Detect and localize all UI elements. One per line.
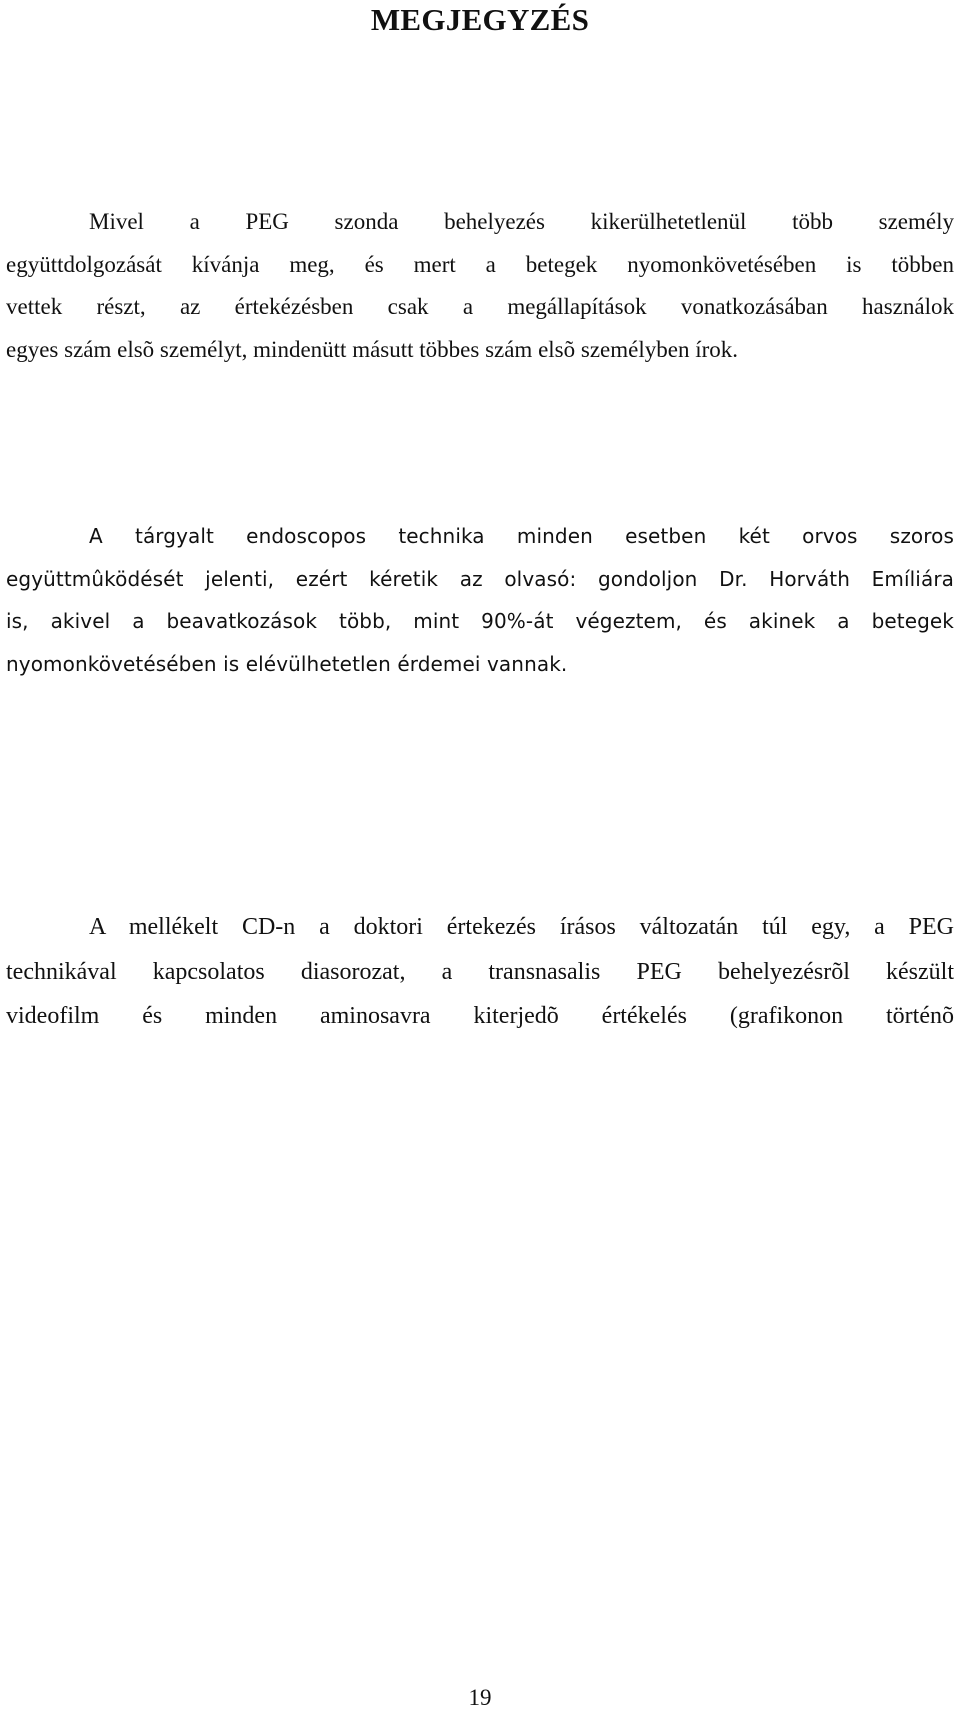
page-number: 19 <box>468 1685 492 1710</box>
paragraph-line: együttmûködését jelenti, ezért kéretik az olvasó: gondoljon Dr. Horváth Emíliára <box>6 566 954 591</box>
paragraph-line: A tárgyalt endoscopos technika minden esetben két orvos szoros <box>89 524 954 548</box>
paragraph-line: is, akivel a beavatkozások több, mint 90%-át végeztem, és akinek a betegek <box>6 609 954 633</box>
paragraph-line: egyes szám elsõ személyt, mindenütt másutt többes szám elsõ személyben írok. <box>6 336 738 362</box>
paragraph-line: nyomonkövetésében is elévülhetetlen érdemei vannak. <box>6 651 568 676</box>
paragraph-line: videofilm és minden aminosavra kiterjedõ értékelés (grafikonon történõ <box>6 1003 954 1029</box>
page-title: MEGJEGYZÉS <box>370 2 590 37</box>
paragraph-line: A mellékelt CD-n a doktori értekezés írásos változatán túl egy, a PEG <box>89 914 954 940</box>
paragraph-line: Mivel a PEG szonda behelyezés kikerülhetetlenül több személy <box>89 209 954 234</box>
paragraph-line: vettek részt, az értekézésben csak a megállapítások vonatkozásában használok <box>6 294 954 319</box>
paragraph-peg-collaboration <box>6 201 954 371</box>
paragraph-line: technikával kapcsolatos diasorozat, a transnasalis PEG behelyezésrõl készült <box>6 958 954 985</box>
paragraph-endoscopic-cooperation <box>6 515 954 685</box>
paragraph-line: együttdolgozását kívánja meg, és mert a betegek nyomonkövetésében is többen <box>6 251 954 277</box>
paragraph-cd-contents <box>6 905 954 1039</box>
